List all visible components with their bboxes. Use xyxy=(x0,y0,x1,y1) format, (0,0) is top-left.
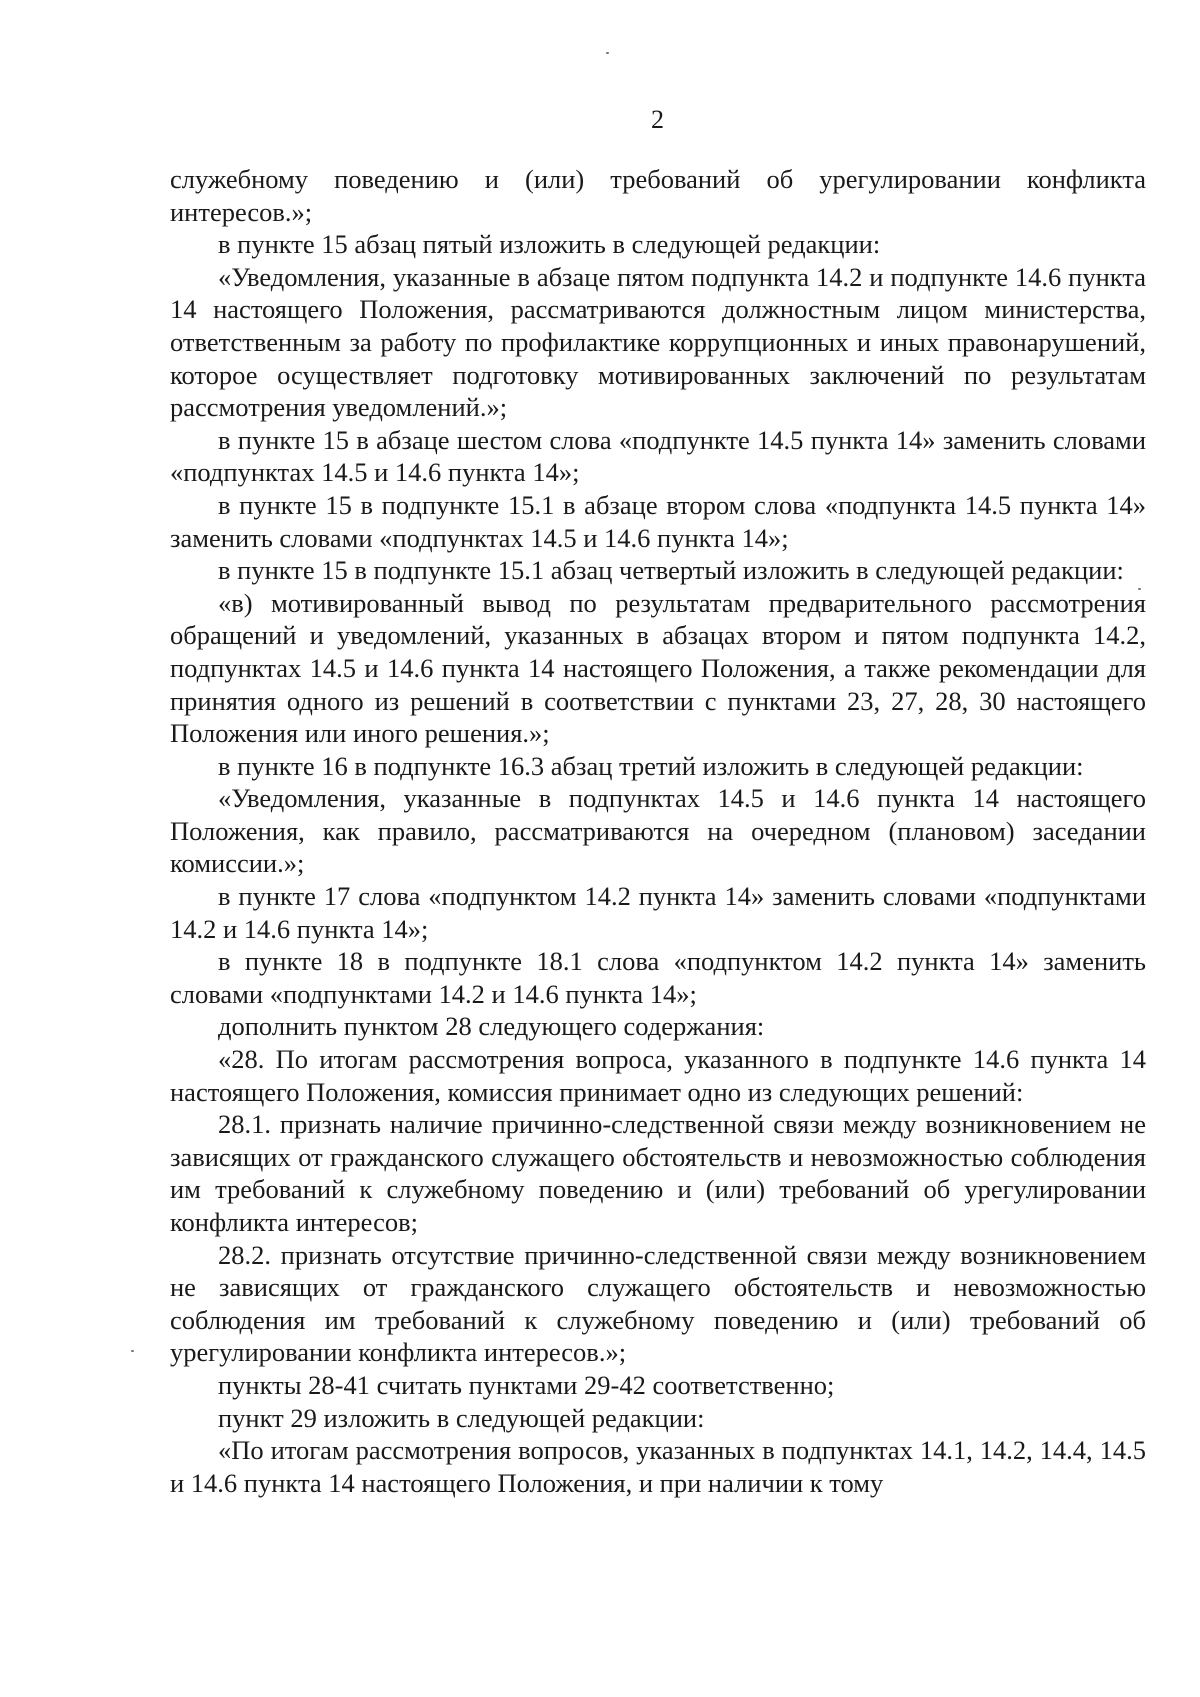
paragraph: в пункте 15 абзац пятый изложить в следующей редакции: xyxy=(218,229,881,260)
paragraph: пункты 28-41 считать пунктами 29-42 соответственно; xyxy=(218,1369,835,1400)
paragraph: в пункте 15 в подпункте 15.1 в абзаце втором слова «подпункта 14.5 пункта 14» заменить словами «подпунктах 14.5 и 14.6 пункта 14»; xyxy=(170,489,1146,553)
paragraph: «Уведомления, указанные в подпунктах 14.5 и 14.6 пункта 14 настоящего Положения, как правило, рассматриваются на очередном (плановом) заседании комиссии.»; xyxy=(170,783,1146,879)
paragraph: «в) мотивированный вывод по результатам предварительного рассмотрения обращений и уведомлений, указанных в абзацах втором и пятом подпункта 14.2, подпунктах 14.5 и 14.6 пункта 14 настоящего Положения, а также рекомендации для принятия одного из решений в соответствии с пунктами 23, 27, 28, 30 настоящего Положения или иного решения.»; xyxy=(170,587,1146,749)
paragraph: 28.1. признать наличие причинно-следственной связи между возникновением не зависящих от гражданского служащего обстоятельств и невозможностью соблюдения им требований к служебному поведению и (или) требований об урегулировании конфликта интересов; xyxy=(170,1109,1146,1237)
paragraph: служебному поведению и (или) требований об урегулировании конфликта интересов.»; xyxy=(170,164,1146,227)
paragraph: дополнить пунктом 28 следующего содержания: xyxy=(218,1011,765,1042)
paragraph: в пункте 15 в абзаце шестом слова «подпункте 14.5 пункта 14» заменить словами «подпунктах 14.5 и 14.6 пункта 14»; xyxy=(170,424,1146,488)
paragraph: «28. По итогам рассмотрения вопроса, указанного в подпункте 14.6 пункта 14 настоящего Положения, комиссия принимает одно из следующих решений: xyxy=(170,1044,1146,1107)
document-body xyxy=(170,163,1146,1499)
paragraph: 28.2. признать отсутствие причинно-следственной связи между возникновением не зависящих от гражданского служащего обстоятельств и невозможностью соблюдения им требований к служебному поведению и (или) требований об урегулировании конфликта интересов.»; xyxy=(170,1239,1146,1368)
paragraph: пункт 29 изложить в следующей редакции: xyxy=(218,1402,705,1433)
paragraph: «Уведомления, указанные в абзаце пятом подпункта 14.2 и подпункте 14.6 пункта 14 настоящего Положения, рассматриваются должностным лицом министерства, ответственным за работу по профилактике коррупционных и иных правонарушений, которое осуществляет подготовку мотивированных заключений по результатам рассмотрения уведомлений.»; xyxy=(170,261,1146,423)
page-number: 2 xyxy=(651,105,664,134)
paragraph: в пункте 15 в подпункте 15.1 абзац четвертый изложить в следующей редакции: xyxy=(218,555,1124,586)
paragraph: в пункте 16 в подпункте 16.3 абзац третий изложить в следующей редакции: xyxy=(218,750,1084,781)
paragraph: в пункте 17 слова «подпунктом 14.2 пункта 14» заменить словами «подпунктами 14.2 и 14.6 пункта 14»; xyxy=(170,881,1146,944)
scan-speck xyxy=(606,52,609,54)
paragraph: в пункте 18 в подпункте 18.1 слова «подпунктом 14.2 пункта 14» заменить словами «подпунктами 14.2 и 14.6 пункта 14»; xyxy=(170,946,1146,1009)
scan-speck xyxy=(131,1350,134,1352)
paragraph: «По итогам рассмотрения вопросов, указанных в подпунктах 14.1, 14.2, 14.4, 14.5 и 14.6 пункта 14 настоящего Положения, и при наличии к тому xyxy=(170,1435,1146,1498)
